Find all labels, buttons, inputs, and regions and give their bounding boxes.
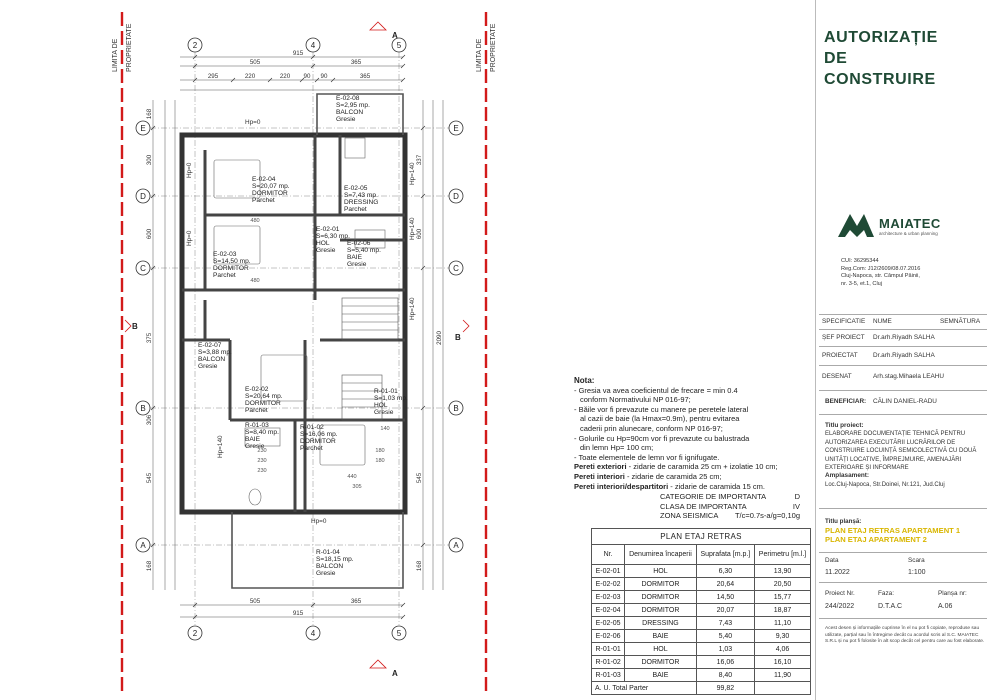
dim-top-overall: 915 (292, 50, 304, 57)
note-line: - Toate elementele de lemn vor fi ignifugate. (574, 452, 720, 462)
axis-label-E-right: E (453, 124, 459, 133)
note-line: conform Normativului NP 016-97; (580, 395, 691, 405)
room-table-caption: PLAN ETAJ RETRAS (592, 529, 811, 545)
height-marker-4: Hp=140 (409, 162, 416, 185)
title-block (815, 0, 989, 700)
beneficiary-name: CĂLIN DANIEL-RADU (873, 398, 937, 405)
svg-text:Gresie: Gresie (336, 116, 356, 123)
dim-right-168: 168 (416, 560, 423, 572)
dim-left-375: 375 (146, 332, 153, 344)
beneficiary-label: BENEFICIAR: (825, 398, 867, 405)
svg-text:S=5,40 mp.: S=5,40 mp. (347, 247, 381, 254)
dim-left-168b: 168 (146, 560, 153, 572)
axis-label-2-bottom: 2 (192, 629, 198, 638)
sheet-title: Titlu planșă: PLAN ETAJ RETRAS APARTAMENT 1 PLAN ETAJ APARTAMENT 2 (825, 518, 961, 544)
axis-label-C-left: C (140, 264, 146, 273)
table-row: E-02-01 HOL 6,30 13,90 (592, 565, 811, 578)
importance-row: ZONA SEISMICA T/c=0.7s-a/g=0,10g (660, 511, 800, 520)
room-label-r-01-02 (300, 424, 338, 452)
dimension-ticks (151, 55, 425, 619)
section-label-B-right: B (455, 333, 461, 342)
svg-text:E-02-07: E-02-07 (198, 342, 222, 349)
room-table-header: Suprafata [m.p.] (696, 545, 754, 565)
axis-label-B-right: B (453, 404, 459, 413)
divider (819, 508, 987, 509)
phase-value: D.T.A.C (878, 603, 903, 610)
svg-text:BALCON: BALCON (316, 563, 344, 570)
axis-label-E-left: E (140, 124, 146, 133)
svg-text:Parchet: Parchet (300, 445, 323, 452)
inner-dim-6: 440 (347, 474, 357, 480)
height-marker-6: Hp=140 (409, 297, 416, 320)
table-row: R-01-02 DORMITOR 16,06 16,10 (592, 656, 811, 669)
svg-text:S=14,50 mp.: S=14,50 mp. (213, 258, 251, 265)
logo-name: MAIATEC (879, 216, 941, 231)
sign-header: SEMNĂTURA (940, 318, 981, 325)
dim-left-545: 545 (146, 472, 153, 484)
inner-dim-9: 140 (380, 426, 390, 432)
dim-top-220b: 220 (279, 73, 291, 80)
divider (819, 365, 987, 366)
divider (819, 346, 987, 347)
axis-label-C-right: C (453, 264, 459, 273)
limit-label-left-1: LIMITA DE (112, 38, 119, 72)
room-table (591, 528, 811, 695)
dim-top-90a: 90 (303, 73, 311, 80)
axis-label-D-right: D (453, 192, 459, 201)
dim-bottom-505: 505 (249, 598, 261, 605)
svg-text:Gresie: Gresie (316, 570, 336, 577)
table-row: R-01-01 HOL 1,03 4,06 (592, 643, 811, 656)
divider (819, 414, 987, 415)
project-number-label: Proiect Nr. (825, 590, 855, 597)
divider (819, 329, 987, 330)
svg-text:BAIE: BAIE (245, 436, 261, 443)
role-name: Dr.arh.Riyadh SALHA (873, 334, 935, 341)
notes-block (574, 376, 810, 491)
table-row: E-02-06 BAIE 5,40 9,30 (592, 630, 811, 643)
axis-label-2-top: 2 (192, 41, 198, 50)
svg-text:Parchet: Parchet (245, 407, 268, 414)
svg-text:Parchet: Parchet (252, 197, 275, 204)
role-label: ȘEF PROIECT (822, 334, 865, 341)
limit-label-right-1: LIMITA DE (476, 38, 483, 72)
table-row: R-01-03 BAIE 8,40 11,90 (592, 669, 811, 682)
svg-text:E-02-04: E-02-04 (252, 176, 276, 183)
dim-bottom-overall: 915 (292, 610, 304, 617)
height-marker-8: Hp=0 (311, 518, 327, 525)
table-total-row: A. U. Total Parter 99,82 (592, 682, 811, 695)
svg-text:E-02-02: E-02-02 (245, 386, 269, 393)
scale-value: 1:100 (908, 569, 926, 576)
inner-dim-7: 180 (375, 448, 385, 454)
wall-spec: Pereti interiori - zidarie de caramida 25 cm; (574, 471, 722, 481)
divider (819, 552, 987, 553)
svg-text:Gresie: Gresie (374, 409, 394, 416)
svg-text:DORMITOR: DORMITOR (213, 265, 249, 272)
svg-text:S=20,64 mp.: S=20,64 mp. (245, 393, 283, 400)
axis-label-4-bottom: 4 (310, 629, 316, 638)
dim-top-365b: 365 (359, 73, 371, 80)
axis-label-5-bottom: 5 (396, 629, 402, 638)
date-value: 11.2022 (825, 569, 850, 576)
svg-text:S=18,15 mp.: S=18,15 mp. (316, 556, 354, 563)
dim-top-90b: 90 (320, 73, 328, 80)
table-row: E-02-04 DORMITOR 20,07 18,87 (592, 604, 811, 617)
dim-top-295: 295 (207, 73, 219, 80)
spec-header: SPECIFICATIE (822, 318, 866, 325)
room-table-header: Nr. (592, 545, 625, 565)
company-details: CUI: 36295344 Reg.Com: J12/2609/08.07.2016 Cluj-Napoca, str. Câmpul Pâinii, nr. 3-5, et.1, Cluj (841, 258, 921, 287)
svg-text:BALCON: BALCON (198, 356, 226, 363)
room-label-e-02-03 (213, 251, 251, 279)
note-line: - Băile vor fi prevazute cu manere pe peretele lateral (574, 404, 749, 414)
role-label: DESENAT (822, 373, 852, 380)
svg-text:DORMITOR: DORMITOR (252, 190, 288, 197)
note-line: - Golurile cu Hp=90cm vor fi prevazute cu balustrada (574, 433, 750, 443)
dim-left-300: 300 (146, 154, 153, 166)
svg-text:Parchet: Parchet (344, 206, 367, 213)
note-line: caderii prin alunecare, conform NP 016-97; (580, 423, 723, 433)
room-label-r-01-04 (316, 549, 354, 577)
svg-text:S=2,95 mp.: S=2,95 mp. (336, 102, 370, 109)
sheet-number-label: Planșa nr: (938, 590, 967, 597)
dim-left-168a: 168 (146, 108, 153, 120)
axis-label-5-top: 5 (396, 41, 402, 50)
axis-label-A-left: A (140, 541, 146, 550)
height-marker-1: Hp=0 (245, 119, 261, 126)
project-number: 244/2022 (825, 603, 855, 610)
axis-label-D-left: D (140, 192, 146, 201)
svg-text:HOL: HOL (316, 240, 330, 247)
company-logo (837, 212, 987, 242)
project-title: Titlu proiect: ELABORARE DOCUMENTAȚIE TEHNICĂ PENTRU AUTORIZAREA EXECUTĂRII LUCRĂRILOR DE CONSTRUIRE LOCUINȚĂ SEMICOLECTIVĂ CU DOUĂ UNITĂȚI LOCATIVE, ÎMPREJMUIRE, AMENAJĂRI EXTERIOARE ȘI INFORMARE Amplasament: Loc.Cluj-Napoca, Str.Doinei, Nr.121, Jud.Cluj (825, 422, 977, 488)
inner-dim-1: 480 (250, 218, 260, 224)
section-label-A-bottom: A (392, 669, 398, 678)
svg-text:Gresie: Gresie (198, 363, 218, 370)
svg-text:DORMITOR: DORMITOR (245, 400, 281, 407)
svg-text:DORMITOR: DORMITOR (300, 438, 336, 445)
svg-text:DRESSING: DRESSING (344, 199, 379, 206)
svg-text:E-02-03: E-02-03 (213, 251, 237, 258)
svg-text:S=6,30 mp.: S=6,30 mp. (316, 233, 350, 240)
role-name: Dr.arh.Riyadh SALHA (873, 352, 935, 359)
svg-text:S=7,43 mp.: S=7,43 mp. (344, 192, 378, 199)
svg-text:Parchet: Parchet (213, 272, 236, 279)
logo-tagline: architecture & urban planning (879, 231, 938, 236)
dim-right-545: 545 (416, 472, 423, 484)
height-marker-3: Hp=0 (186, 230, 193, 246)
dim-right-337: 337 (416, 154, 423, 166)
svg-text:BALCON: BALCON (336, 109, 364, 116)
limit-label-left-2: PROPRIETATE (126, 23, 133, 72)
svg-text:E-02-08: E-02-08 (336, 95, 360, 102)
svg-text:E-02-06: E-02-06 (347, 240, 371, 247)
limit-label-right-2: PROPRIETATE (490, 23, 497, 72)
note-line: - Gresia va avea coeficientul de frecare = min 0.4 (574, 385, 738, 395)
dim-left-600: 600 (146, 228, 153, 240)
svg-text:E-02-01: E-02-01 (316, 226, 340, 233)
name-header: NUME (873, 318, 892, 325)
sheet-number: A.06 (938, 603, 953, 610)
scale-label: Scara (908, 557, 925, 564)
svg-text:S=8,40 mp.: S=8,40 mp. (245, 429, 279, 436)
room-label-e-02-04 (252, 176, 290, 204)
svg-text:E-02-05: E-02-05 (344, 185, 368, 192)
svg-text:S=16,06 mp.: S=16,06 mp. (300, 431, 338, 438)
importance-block (660, 492, 800, 521)
dim-top-505: 505 (249, 59, 261, 66)
divider (819, 390, 987, 391)
svg-text:R-01-04: R-01-04 (316, 549, 340, 556)
authorization-title: AUTORIZAȚIE DE CONSTRUIRE (824, 29, 938, 88)
room-label-e-02-08 (336, 95, 370, 123)
inner-dim-5: 230 (257, 468, 267, 474)
table-row: E-02-02 DORMITOR 20,64 20,50 (592, 578, 811, 591)
table-row: E-02-05 DRESSING 7,43 11,10 (592, 617, 811, 630)
inner-dim-10: 305 (352, 484, 362, 490)
svg-text:S=1,03 mp.: S=1,03 mp. (374, 395, 408, 402)
dimension-lines (153, 57, 443, 617)
svg-text:Gresie: Gresie (316, 247, 336, 254)
importance-row: CLASA DE IMPORTANTA IV (660, 501, 800, 511)
dim-right-2090: 2090 (436, 331, 443, 345)
dim-bottom-365: 365 (350, 598, 362, 605)
role-name: Arh.stag.Mihaela LEAHU (873, 373, 945, 380)
room-label-e-02-06 (347, 240, 381, 268)
svg-text:HOL: HOL (374, 402, 388, 409)
axis-label-4-top: 4 (310, 41, 316, 50)
copyright-notice: Acest desen și informațiile cuprinse în el nu pot fi copiate, reproduse sau utilizate, parțial sau în întregime decât cu acordul scris al S.C. MAIATEC S.R.L și nu pot fi folosite în alt scop decât cel pentru care au fost elaborate. (825, 626, 985, 645)
room-table-header: Denumirea încaperii (625, 545, 697, 565)
dim-left-306: 306 (146, 414, 153, 426)
importance-row: CATEGORIE DE IMPORTANTA D (660, 492, 800, 501)
section-label-A-top: A (392, 31, 398, 40)
date-label: Data (825, 557, 839, 564)
room-label-e-02-02 (245, 386, 283, 414)
svg-text:BAIE: BAIE (347, 254, 363, 261)
svg-text:R-01-01: R-01-01 (374, 388, 398, 395)
note-line: din lemn Hp= 100 cm; (580, 443, 654, 453)
phase-label: Faza: (878, 590, 894, 597)
inner-dim-8: 180 (375, 458, 385, 464)
room-label-e-02-05 (344, 185, 378, 213)
axis-label-A-right: A (453, 541, 459, 550)
wall-spec: Pereti exteriori - zidarie de caramida 25 cm + izolatie 10 cm; (574, 462, 778, 472)
dim-top-220a: 220 (244, 73, 256, 80)
svg-text:R-01-02: R-01-02 (300, 424, 324, 431)
notes-title: Nota: (574, 376, 595, 385)
svg-text:Gresie: Gresie (347, 261, 367, 268)
height-marker-2: Hp=0 (186, 162, 193, 178)
wall-spec: Pereti interiori/despartitori - zidarie de caramida 15 cm. (574, 481, 765, 491)
svg-text:R-01-03: R-01-03 (245, 422, 269, 429)
svg-text:Gresie: Gresie (245, 443, 265, 450)
divider (819, 582, 987, 583)
inner-dim-4: 230 (257, 458, 267, 464)
logo-mark-icon (837, 212, 875, 238)
section-label-B-left: B (132, 322, 138, 331)
height-marker-7: Hp=140 (217, 435, 224, 458)
dim-right-600: 600 (416, 228, 423, 240)
height-marker-5: Hp=140 (409, 217, 416, 240)
divider (819, 314, 987, 315)
svg-text:S=3,88 mp.: S=3,88 mp. (198, 349, 232, 356)
table-row: E-02-03 DORMITOR 14,50 15,77 (592, 591, 811, 604)
inner-dim-2: 480 (250, 278, 260, 284)
axis-label-B-left: B (140, 404, 146, 413)
dim-top-365: 365 (350, 59, 362, 66)
note-line: al cazii de baie (la Hmax=0.9m), pentru evitarea (580, 414, 740, 424)
divider (819, 618, 987, 619)
inner-dim-3: 230 (257, 448, 267, 454)
room-label-e-02-07 (198, 342, 232, 370)
svg-text:S=20,07 mp.: S=20,07 mp. (252, 183, 290, 190)
role-label: PROIECTAT (822, 352, 858, 359)
room-table-header: Perimetru [m.l.] (755, 545, 811, 565)
